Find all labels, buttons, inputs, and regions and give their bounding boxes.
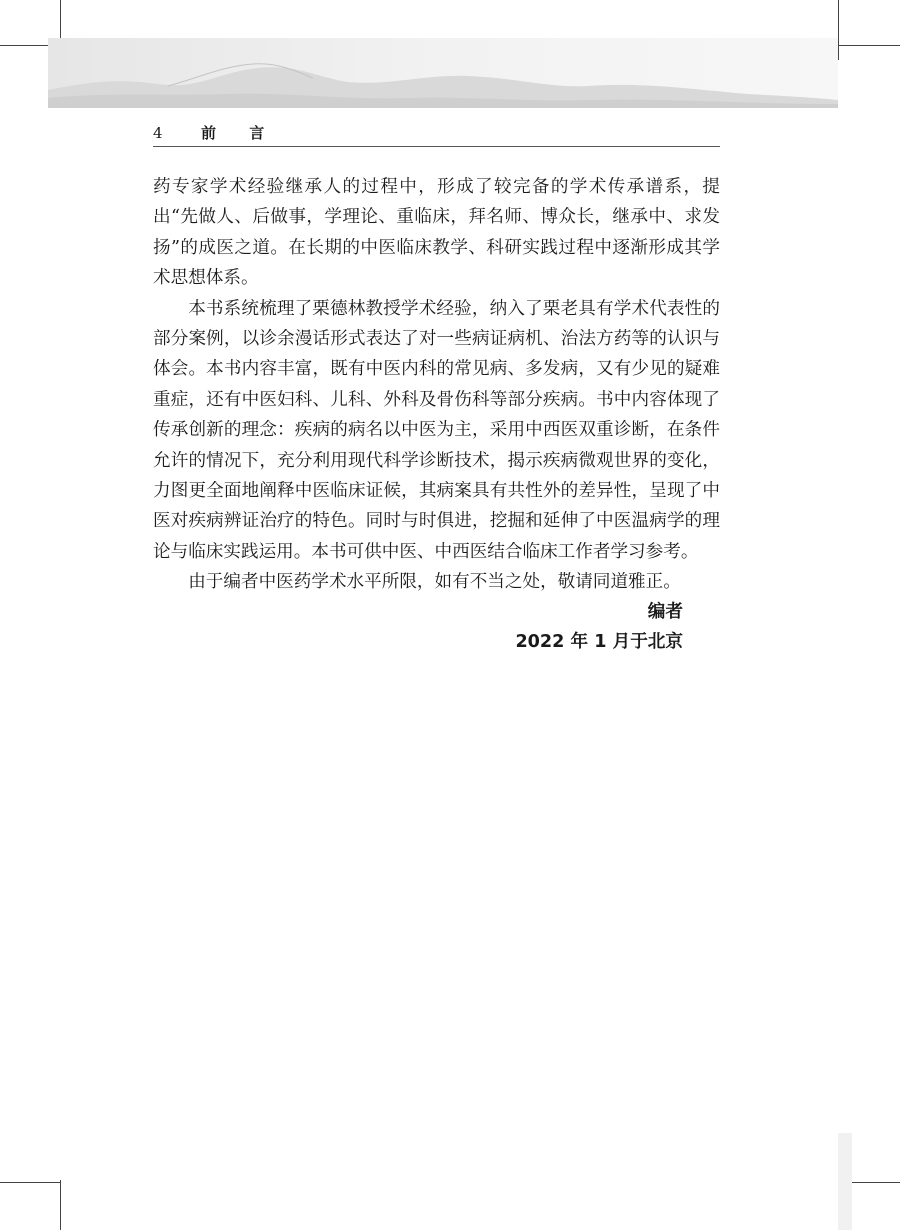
running-header (153, 122, 720, 147)
page-number: 4 (153, 124, 163, 142)
section-title: 前 言 (201, 124, 279, 142)
paragraph: 本书系统梳理了栗德林教授学术经验，纳入了栗老具有学术代表性的部分案例，以诊余漫话形式表达了对一些病证病机、治法方药等的认识与体会。本书内容丰富，既有中医内科的常见病、多发病，又有少见的疑难重症，还有中医妇科、儿科、外科及骨伤科等部分疾病。书中内容体现了传承创新的理念：疾病的病名以中医为主，采用中西医双重诊断，在条件允许的情况下，充分利用现代科学诊断技术，揭示疾病微观世界的变化，力图更全面地阐释中医临床证候，其病案具有共性外的差异性，呈现了中医对疾病辨证治疗的特色。同时与时俱进，挖掘和延伸了中医温病学的理论与临床实践运用。本书可供中医、中西医结合临床工作者学习参考。 (153, 298, 720, 562)
edge-strip (838, 1133, 852, 1230)
crop-mark-bottom-left-h (0, 1182, 60, 1183)
mountain-landscape-icon (48, 38, 838, 108)
crop-mark-top-right-v (838, 0, 839, 60)
signoff-date: 2022 年 1 月于北京 (515, 632, 683, 653)
paragraph: 由于编者中医药学术水平所限，如有不当之处，敬请同道雅正。 (188, 572, 681, 593)
crop-mark-bottom-left-v (60, 1180, 61, 1230)
header-landscape-banner (48, 38, 838, 108)
paragraph: 药专家学术经验继承人的过程中，形成了较完备的学术传承谱系，提出“先做人、后做事，学理论、重临床，拜名师、博众长，继承中、求发扬”的成医之道。在长期的中医临床教学、科研实践过程中逐渐形成其学术思想体系。 (153, 177, 720, 289)
signoff (153, 597, 683, 658)
author-signature: 编者 (647, 602, 683, 622)
crop-mark-top-right-h (838, 45, 900, 46)
body-text (153, 172, 720, 598)
